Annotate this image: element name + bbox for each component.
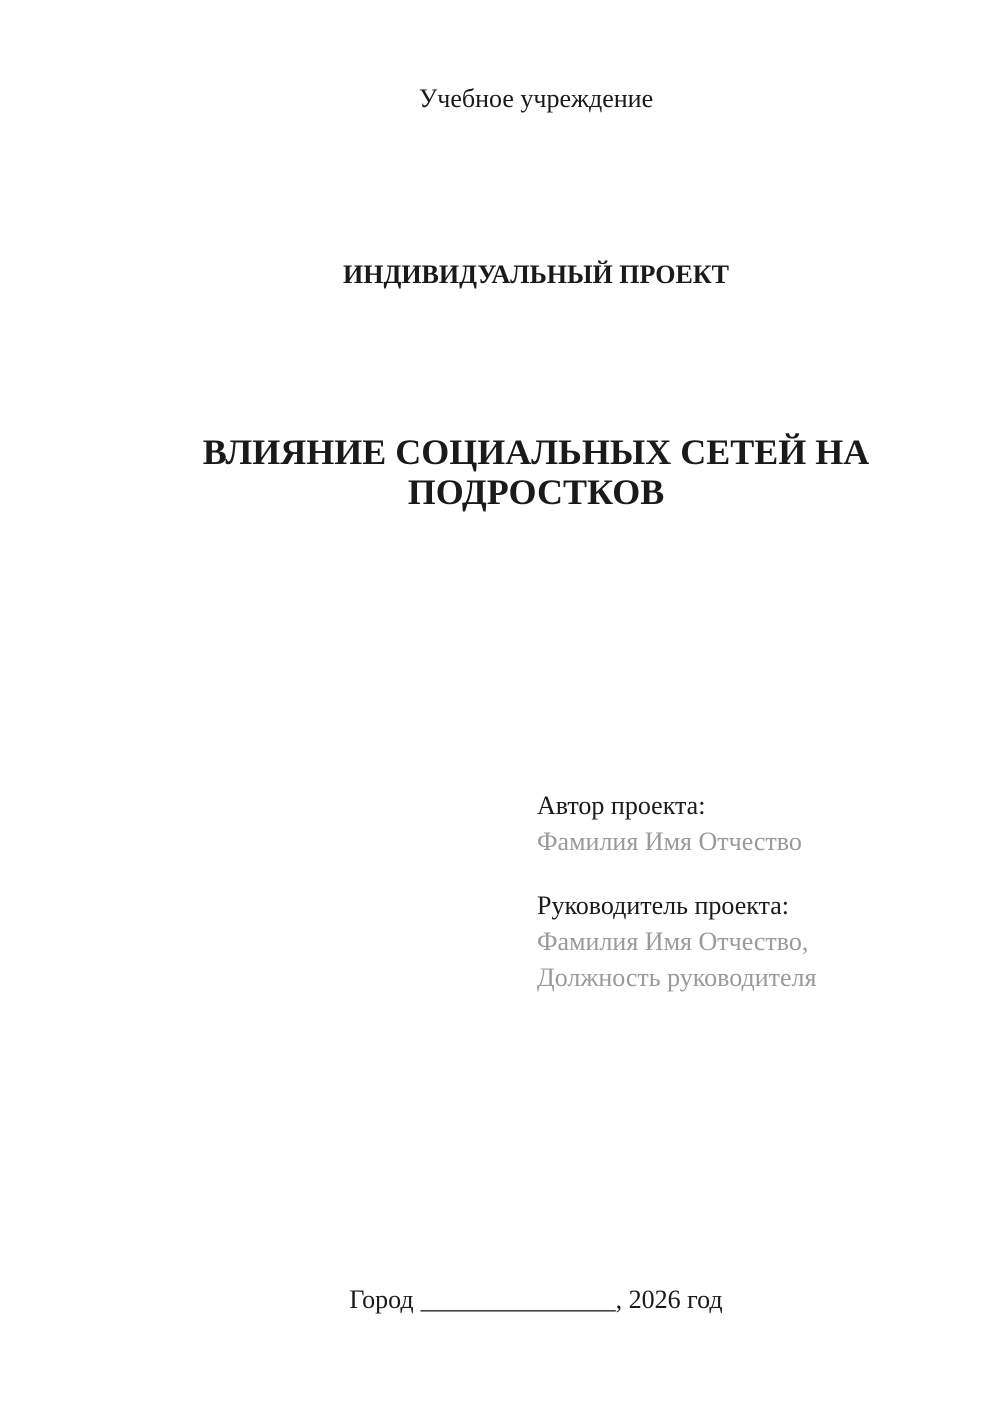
author-label: Автор проекта: (537, 791, 706, 820)
author-block (537, 788, 802, 860)
footer-line (143, 1284, 929, 1316)
year-text: , 2026 год (615, 1285, 723, 1314)
supervisor-name-placeholder: Фамилия Имя Отчество, (537, 927, 809, 956)
city-blank-line: _______________ (420, 1285, 616, 1314)
city-label: Город (349, 1285, 414, 1314)
supervisor-label: Руководитель проекта: (537, 891, 790, 920)
supervisor-position-placeholder: Должность руководителя (537, 963, 817, 992)
institution-line: Учебное учреждение (418, 84, 654, 113)
document-type-heading: ИНДИВИДУАЛЬНЫЙ ПРОЕКТ (343, 260, 729, 289)
supervisor-block (537, 888, 816, 996)
project-title: ВЛИЯНИЕ СОЦИАЛЬНЫХ СЕТЕЙ НА ПОДРОСТКОВ (202, 432, 870, 512)
author-name-placeholder: Фамилия Имя Отчество (537, 827, 802, 856)
